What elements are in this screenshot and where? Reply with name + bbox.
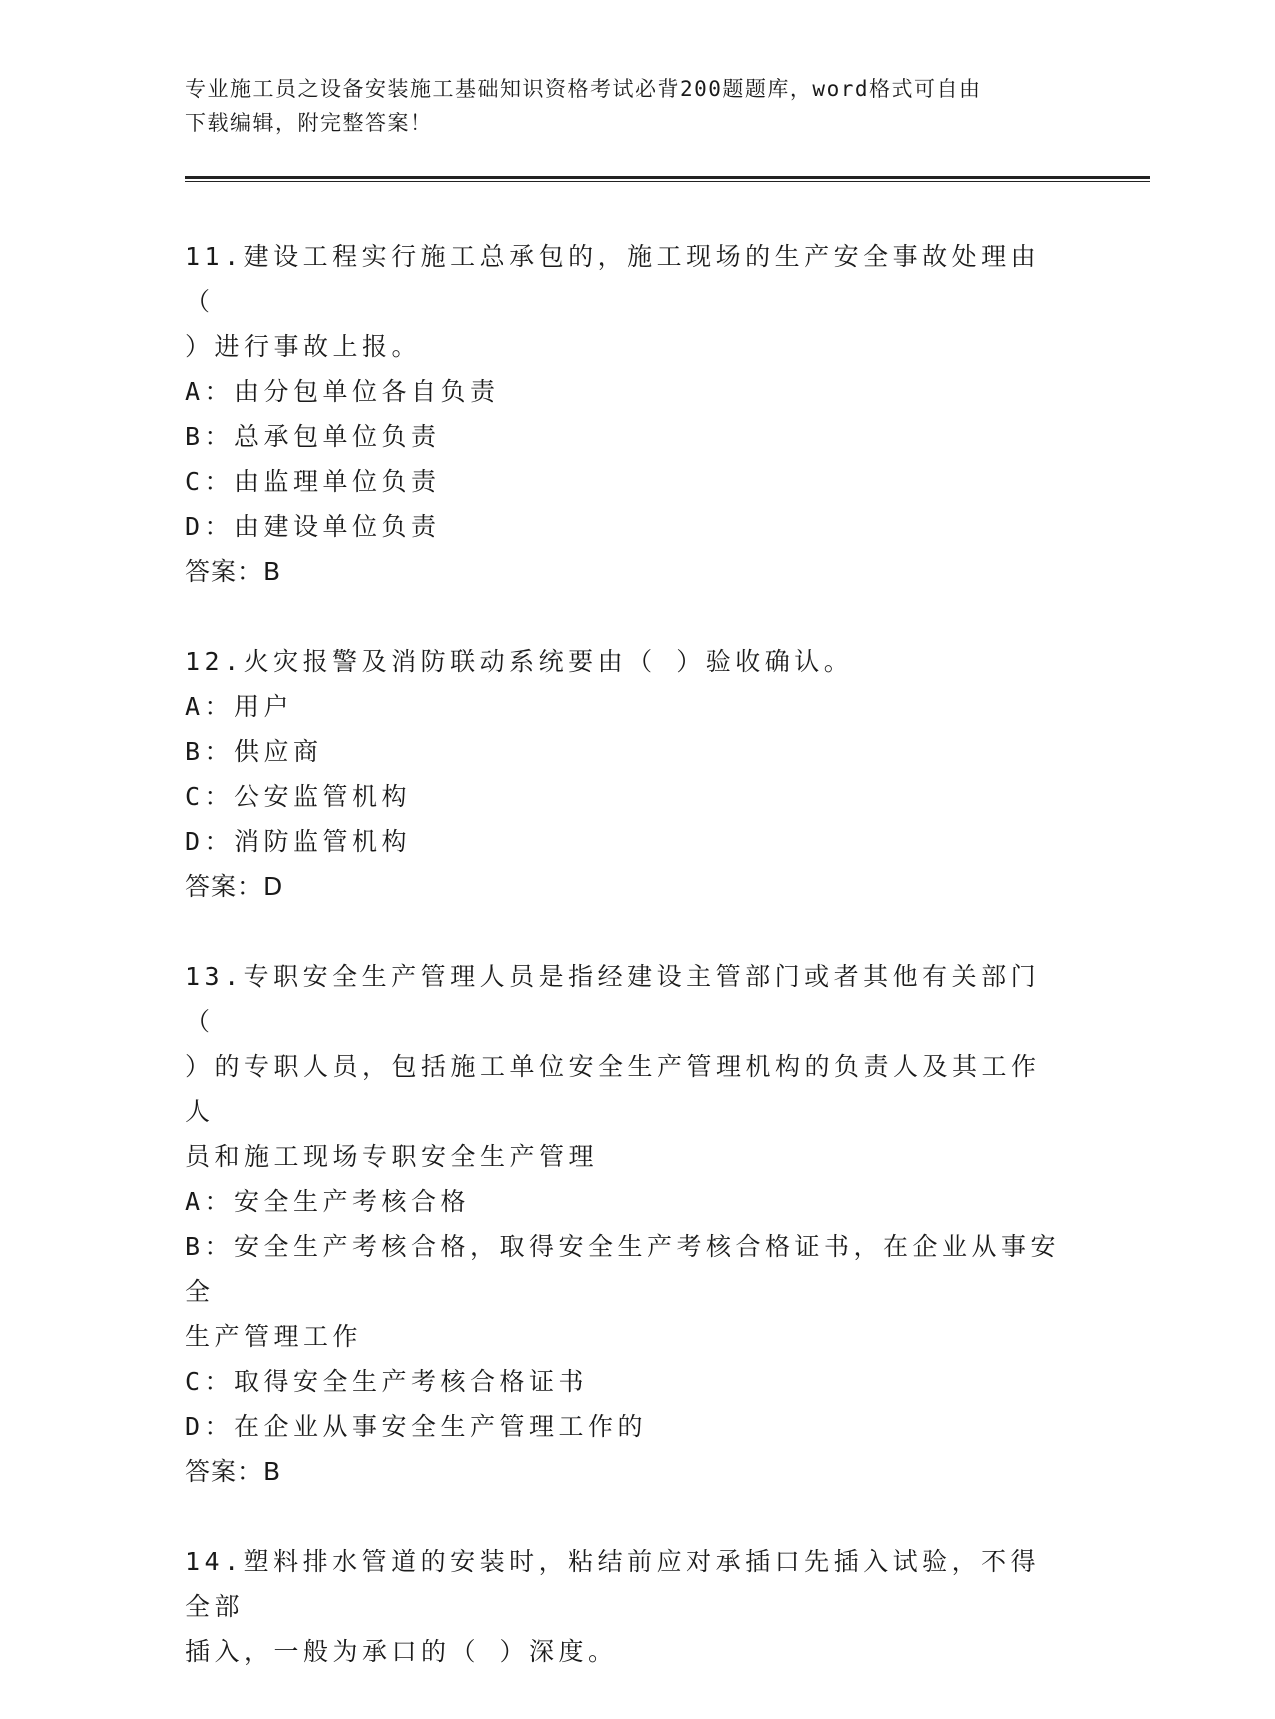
answer-option: A：由分包单位各自负责 [185,377,500,406]
question-stem-line: 13.专职安全生产管理人员是指经建设主管部门或者其他有关部门（ [185,962,1041,1036]
question-block [185,1539,1065,1674]
question-block [185,639,1065,909]
header-divider-thin [185,181,1150,182]
header-divider-thick [185,176,1150,179]
header-line-1: 专业施工员之设备安装施工基础知识资格考试必背200题题库，word格式可自由 [185,77,982,101]
question-stem-line: 员和施工现场专职安全生产管理 [185,1142,599,1171]
answer-option: D：消防监管机构 [185,827,412,856]
question-stem-line: 14.塑料排水管道的安装时，粘结前应对承插口先插入试验，不得全部 [185,1547,1041,1621]
answer-option: A：安全生产考核合格 [185,1187,471,1216]
answer-option: A：用户 [185,692,294,721]
answer-option: B：供应商 [185,737,323,766]
answer-option: B：安全生产考核合格，取得安全生产考核合格证书，在企业从事安全 [185,1232,1061,1306]
answer-option: B：总承包单位负责 [185,422,441,451]
answer-option: D：由建设单位负责 [185,512,441,541]
question-stem-line: 12.火灾报警及消防联动系统要由（ ）验收确认。 [185,647,854,676]
answer-option: 生产管理工作 [185,1322,363,1351]
question-stem-line: 11.建设工程实行施工总承包的，施工现场的生产安全事故处理由（ [185,242,1041,316]
question-stem-line: ）进行事故上报。 [185,332,422,361]
answer-option: C：取得安全生产考核合格证书 [185,1367,589,1396]
answer-option: D：在企业从事安全生产管理工作的 [185,1412,648,1441]
answer-key: 答案：B [185,557,282,586]
answer-option: C：由监理单位负责 [185,467,441,496]
question-list [185,234,1065,1719]
question-block [185,954,1065,1494]
question-block [185,234,1065,594]
question-stem-line: ）的专职人员，包括施工单位安全生产管理机构的负责人及其工作人 [185,1052,1041,1126]
answer-option: C：公安监管机构 [185,782,412,811]
answer-key: 答案：D [185,872,284,901]
question-stem-line: 插入，一般为承口的（ ）深度。 [185,1637,618,1666]
document-header [185,72,1065,140]
header-line-2: 下载编辑，附完整答案！ [185,111,433,135]
answer-key: 答案：B [185,1457,282,1486]
